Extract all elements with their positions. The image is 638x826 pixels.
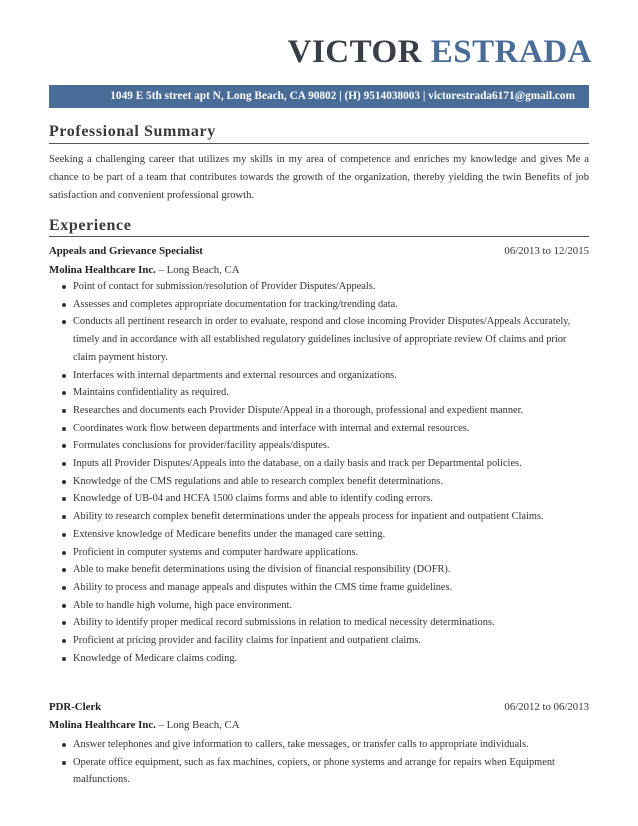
contact-bar: 1049 E 5th street apt N, Long Beach, CA 90802 | (H) 9514038003 | victorestrada6171@gmail.com xyxy=(49,85,589,108)
list-item: Ability to research complex benefit determinations under the appeals process for inpatient and outpatient Claims. xyxy=(61,508,577,526)
job-dates: 06/2013 to 12/2015 xyxy=(504,245,589,257)
summary-heading: Professional Summary xyxy=(49,123,216,140)
job-duties-list xyxy=(61,736,577,789)
list-item: Interfaces with internal departments and external resources and organizations. xyxy=(61,367,577,385)
list-item: Inputs all Provider Disputes/Appeals into the database, on a daily basis and track per Departmental policies. xyxy=(61,455,577,473)
list-item: Proficient in computer systems and computer hardware applications. xyxy=(61,544,577,562)
first-name: VICTOR xyxy=(287,34,423,70)
job-title: PDR-Clerk xyxy=(49,701,102,713)
list-item: Researches and documents each Provider Dispute/Appeal in a thorough, professional and expedient manner. xyxy=(61,402,577,420)
summary-divider xyxy=(49,143,589,144)
job-title: Appeals and Grievance Specialist xyxy=(49,245,203,257)
list-item: Point of contact for submission/resolution of Provider Disputes/Appeals. xyxy=(61,278,577,296)
list-item: Ability to process and manage appeals and disputes within the CMS time frame guidelines. xyxy=(61,579,577,597)
list-item: Proficient at pricing provider and facility claims for inpatient and outpatient claims. xyxy=(61,632,577,650)
summary-text: Seeking a challenging career that utilizes my skills in my area of competence and enriches my knowledge and gives Me a chance to be part of a team that contributes towards the growth of the organization, thereby yielding the twin Benefits of job satisfaction and convenient professional growth. xyxy=(49,154,589,202)
list-item: Extensive knowledge of Medicare benefits under the managed care setting. xyxy=(61,526,577,544)
list-item: Able to handle high volume, high pace environment. xyxy=(61,597,577,615)
list-item: Coordinates work flow between departments and interface with internal and external resources. xyxy=(61,420,577,438)
job-duties-list xyxy=(61,278,577,667)
company-name: Molina Healthcare Inc. xyxy=(49,719,156,731)
list-item: Maintains confidentiality as required. xyxy=(61,384,577,402)
experience-divider xyxy=(49,236,589,237)
job-location: – Long Beach, CA xyxy=(155,264,240,276)
job-location: – Long Beach, CA xyxy=(155,719,240,731)
list-item: Answer telephones and give information to callers, take messages, or transfer calls to appropriate individuals. xyxy=(61,736,577,754)
list-item: Knowledge of Medicare claims coding. xyxy=(61,650,577,668)
list-item: Assesses and completes appropriate documentation for tracking/trending data. xyxy=(61,296,577,314)
experience-heading: Experience xyxy=(49,217,132,234)
list-item: Able to make benefit determinations using the division of financial responsibility (DOFR). xyxy=(61,561,577,579)
list-item: Ability to identify proper medical record submissions in relation to medical necessity determinations. xyxy=(61,614,577,632)
last-name: ESTRADA xyxy=(430,34,592,70)
job-employer xyxy=(49,264,240,276)
list-item: Conducts all pertinent research in order to evaluate, respond and close incoming Provider Disputes/Appeals Accurately, timely and in accordance with all established regulatory guidelines inclusive of appropriate review Of claims and prior claim payment history. xyxy=(61,313,577,366)
job-dates: 06/2012 to 06/2013 xyxy=(504,701,589,713)
candidate-name xyxy=(288,36,592,69)
company-name: Molina Healthcare Inc. xyxy=(49,264,156,276)
list-item: Formulates conclusions for provider/facility appeals/disputes. xyxy=(61,437,577,455)
list-item: Knowledge of UB-04 and HCFA 1500 claims forms and able to identify coding errors. xyxy=(61,490,577,508)
list-item: Knowledge of the CMS regulations and able to research complex benefit determinations. xyxy=(61,473,577,491)
job-employer xyxy=(49,719,240,731)
list-item: Operate office equipment, such as fax machines, copiers, or phone systems and arrange for repairs when Equipment malfunctions. xyxy=(61,754,577,789)
